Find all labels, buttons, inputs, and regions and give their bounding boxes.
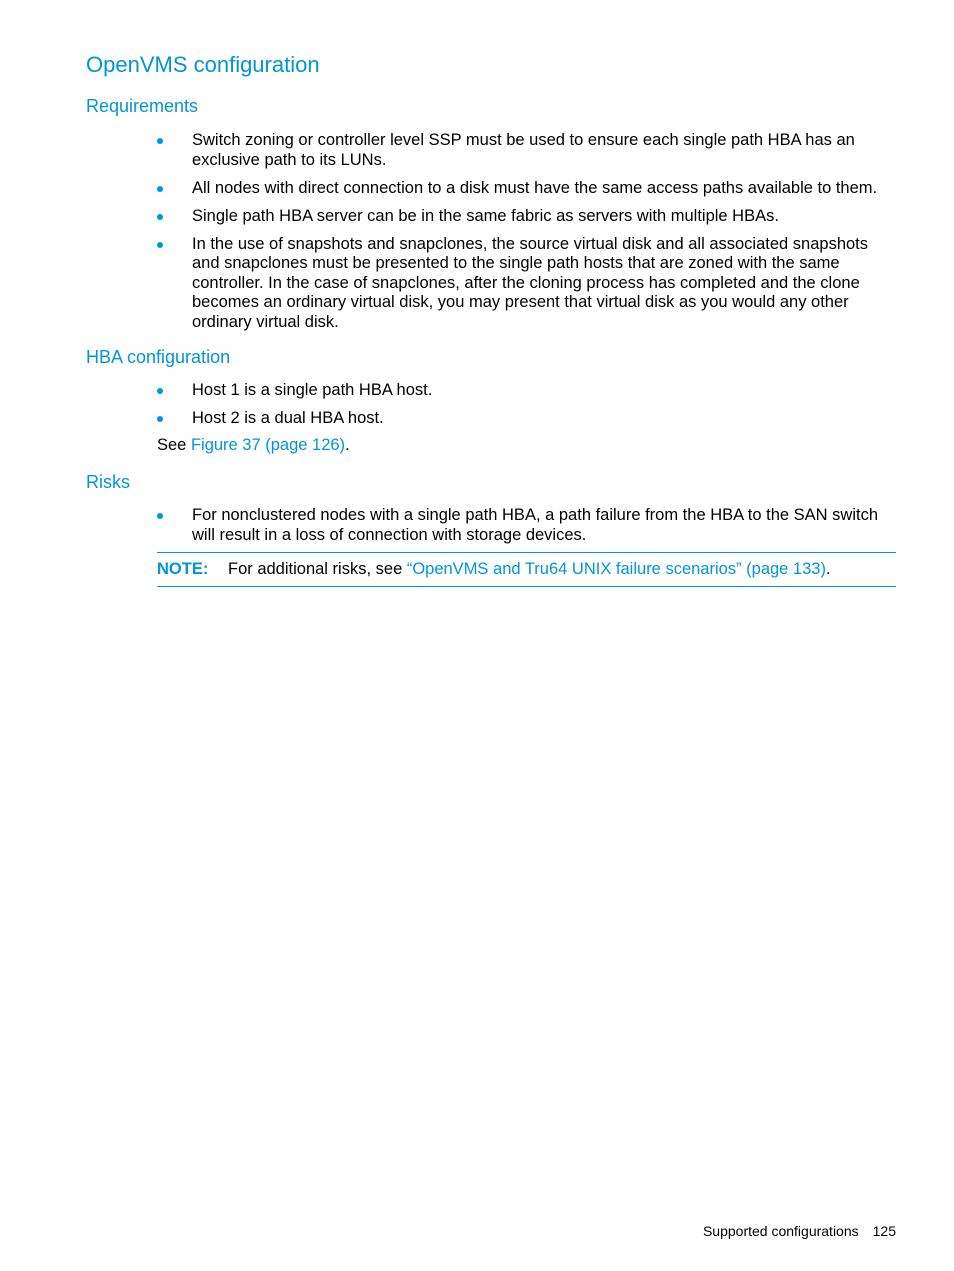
list-item xyxy=(157,207,899,227)
list-item xyxy=(157,179,899,199)
failure-scenarios-link[interactable]: “OpenVMS and Tru64 UNIX failure scenarios” (page 133) xyxy=(406,560,826,578)
list-item-text: Host 1 is a single path HBA host. xyxy=(192,381,433,399)
bullet-icon xyxy=(157,186,163,192)
bullet-icon xyxy=(157,214,163,220)
bullet-icon xyxy=(157,138,163,144)
bullet-icon xyxy=(157,513,163,519)
bullet-icon xyxy=(157,416,163,422)
see-suffix: . xyxy=(345,436,350,454)
page-number: 125 xyxy=(872,1223,896,1239)
bullet-icon xyxy=(157,242,163,248)
footer-section-title: Supported configurations xyxy=(702,1223,859,1239)
list-item xyxy=(157,381,899,401)
list-item-text: Switch zoning or controller level SSP must be used to ensure each single path HBA has an exclusive path to its LUNs. xyxy=(192,131,855,169)
hba-list xyxy=(157,381,899,437)
page-title: OpenVMS configuration xyxy=(86,52,320,77)
see-figure-reference xyxy=(157,436,350,456)
hba-configuration-heading: HBA configuration xyxy=(86,347,231,367)
list-item-text: All nodes with direct connection to a disk must have the same access paths available to them. xyxy=(192,178,878,197)
list-item xyxy=(157,506,899,545)
list-item xyxy=(157,235,899,333)
page-footer xyxy=(703,1223,896,1239)
note-suffix: . xyxy=(825,560,831,578)
bullet-icon xyxy=(157,388,163,394)
list-item-text: For nonclustered nodes with a single path HBA, a path failure from the HBA to the SAN switch will result in a loss of connection with storage devices. xyxy=(192,506,879,544)
list-item xyxy=(157,409,899,429)
see-prefix: See xyxy=(157,436,191,454)
list-item-text: In the use of snapshots and snapclones, the source virtual disk and all associated snapshots and snapclones must be presented to the single path hosts that are zoned with the same controller. In the case of snapclones, after the cloning process has completed and the clone becomes an ordinary virtual disk, you may present that virtual disk as you would any other ordinary virtual disk. xyxy=(192,234,869,331)
requirements-heading: Requirements xyxy=(86,96,199,116)
list-item-text: Single path HBA server can be in the same fabric as servers with multiple HBAs. xyxy=(192,206,779,225)
requirements-list xyxy=(157,131,899,341)
figure-37-link[interactable]: Figure 37 (page 126) xyxy=(190,436,346,454)
note-box xyxy=(157,552,896,587)
risks-heading: Risks xyxy=(86,472,130,492)
note-label: NOTE: xyxy=(157,560,209,578)
note-text: For additional risks, see xyxy=(228,560,407,578)
list-item-text: Host 2 is a dual HBA host. xyxy=(192,409,384,427)
risks-list xyxy=(157,506,899,554)
list-item xyxy=(157,131,899,170)
